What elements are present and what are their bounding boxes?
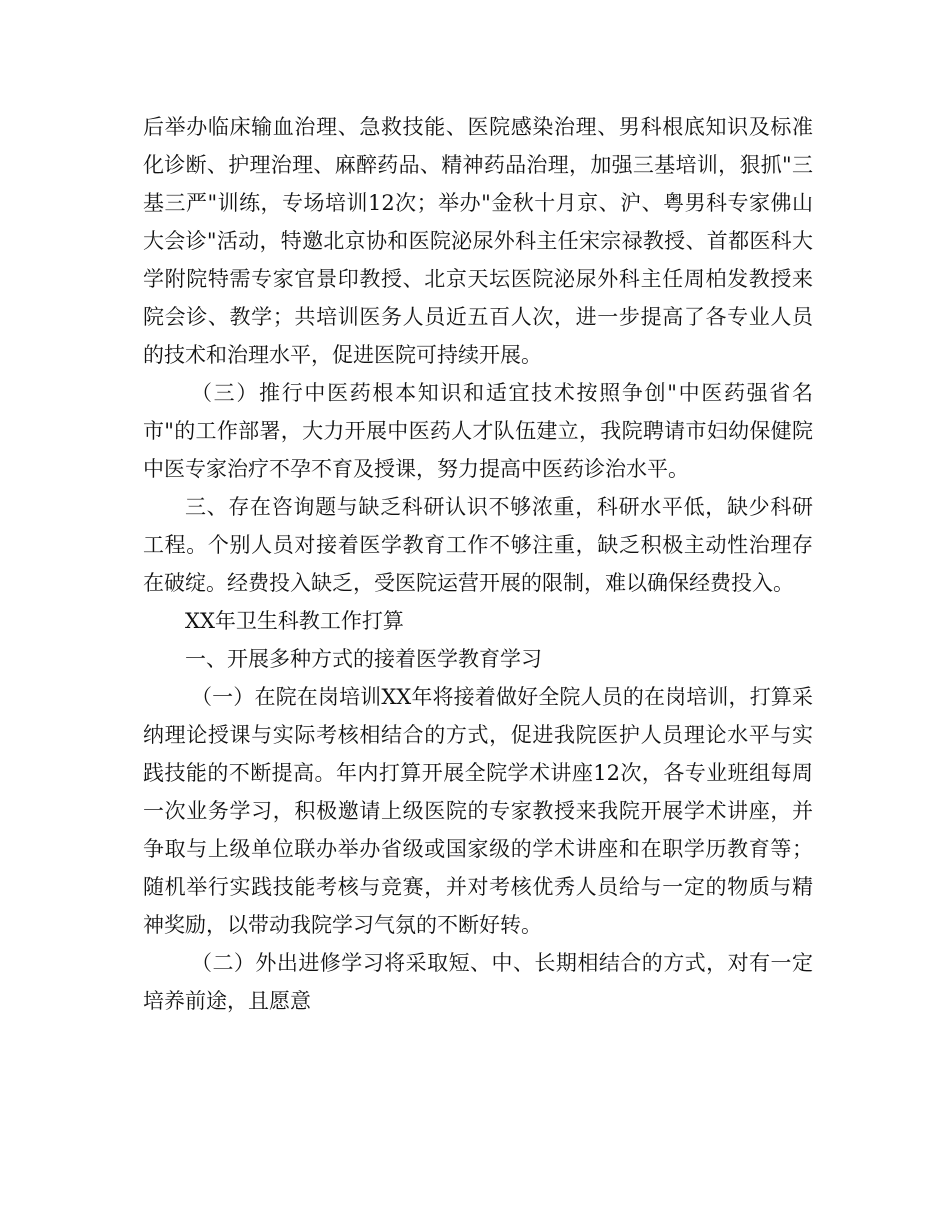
- paragraph-existing-problems: 三、存在咨询题与缺乏科研认识不够浓重，科研水平低，缺少科研工程。个别人员对接着医学教育工作不够注重，缺乏积极主动性治理存在破绽。经费投入缺乏，受医院运营开展的限制，难以确保经费投入。: [143, 495, 813, 595]
- paragraph-in-hospital-training: （一）在院在岗培训XX年将接着做好全院人员的在岗培训，打算采纳理论授课与实际考核相结合的方式，促进我院医护人员理论水平与实践技能的不断提高。年内打算开展全院学术讲座12次，各专业班组每周一次业务学习，积极邀请上级医院的专家教授来我院开展学术讲座，并争取与上级单位联办举办省级或国家级的学术讲座和在职学历教育等；随机举行实践技能考核与竞赛，并对考核优秀人员给与一定的物质与精神奖励，以带动我院学习气氛的不断好转。: [143, 685, 813, 937]
- section-heading-education: 一、开展多种方式的接着医学教育学习: [185, 647, 542, 671]
- paragraph-tcm-promotion: （三）推行中医药根本知识和适宜技术按照争创"中医药强省名市"的工作部署，大力开展中医药人才队伍建立，我院聘请市妇幼保健院中医专家治疗不孕不育及授课，努力提高中医药诊治水平。: [143, 381, 813, 481]
- section-heading-plan: XX年卫生科教工作打算: [185, 609, 404, 633]
- paragraph-training-continued: 后举办临床输血治理、急救技能、医院感染治理、男科根底知识及标准化诊断、护理治理、麻醉药品、精神药品治理，加强三基培训，狠抓"三基三严"训练，专场培训12次；举办"金秋十月京、沪、粤男科专家佛山大会诊"活动，特邀北京协和医院泌尿外科主任宋宗禄教授、首都医科大学附院特需专家官景印教授、北京天坛医院泌尿外科主任周柏发教授来院会诊、教学；共培训医务人员近五百人次，进一步提高了各专业人员的技术和治理水平，促进医院可持续开展。: [143, 115, 813, 367]
- document-body: [143, 108, 813, 1020]
- paragraph-external-study: （二）外出进修学习将采取短、中、长期相结合的方式，对有一定培养前途，且愿意: [143, 951, 813, 1013]
